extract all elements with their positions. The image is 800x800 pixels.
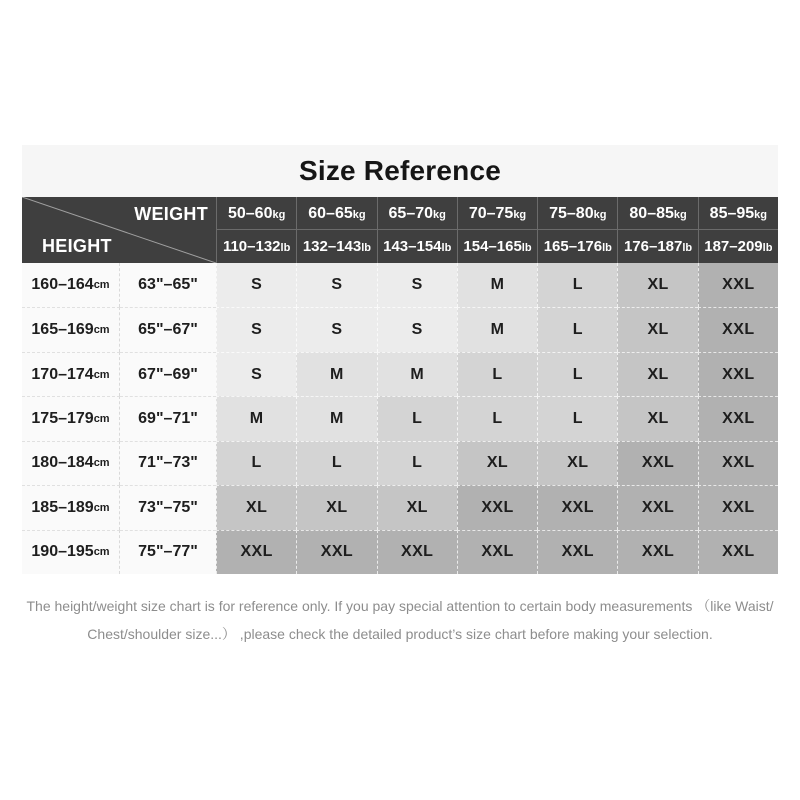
unit-text: kg [433,209,446,221]
height-inch-cell: 65"–67" [120,307,216,351]
size-cell: XXL [698,485,778,529]
height-cm-cell [22,307,120,351]
size-cell: XXL [537,485,617,529]
height-inch-cell: 67"–69" [120,352,216,396]
weight-lb-label [538,230,617,263]
range-text: 175–179 [31,409,94,427]
size-cell: XL [296,485,376,529]
weight-column-header [698,197,778,263]
size-chart [22,145,778,574]
range-text: 65–70 [388,205,434,222]
unit-text: kg [593,209,607,221]
size-cell: L [457,352,537,396]
size-cell: M [216,396,296,440]
size-cell: XXL [617,441,697,485]
range-text: 75–80 [549,205,594,222]
size-cell: XXL [457,485,537,529]
weight-lb-label [297,230,376,263]
range-text: 185–189 [31,498,94,516]
height-cm-cell [22,441,120,485]
size-cell: M [296,352,376,396]
size-cell: XL [617,307,697,351]
unit-text: cm [93,324,110,337]
weight-kg-label [458,197,537,230]
unit-text: lb [602,242,612,254]
weight-lb-label [699,230,778,263]
range-text: 160–164 [31,276,94,294]
range-text: 110–132 [222,238,281,255]
height-inch-cell: 71"–73" [120,441,216,485]
size-cell: M [296,396,376,440]
disclaimer-line-2: Chest/shoulder size...） ,please check the detailed product’s size chart before making your selection. [87,626,713,642]
table-row [22,263,778,307]
weight-kg-label [217,197,296,230]
size-cell: M [377,352,457,396]
table-body [22,263,778,574]
range-text: 190–195 [31,543,94,561]
size-cell: XXL [377,530,457,574]
weight-lb-label [217,230,296,263]
size-cell: XL [377,485,457,529]
unit-text: cm [93,546,110,559]
size-cell: XXL [698,263,778,307]
disclaimer-line-1: The height/weight size chart is for reference only. If you pay special attention to certain body measurements （like Waist/ [26,598,774,614]
height-inch-cell: 69"–71" [120,396,216,440]
corner-cell [22,197,216,263]
weight-lb-label [378,230,457,263]
unit-text: kg [352,209,366,221]
size-cell: S [216,263,296,307]
weight-column-header [296,197,376,263]
height-cm-cell [22,352,120,396]
size-cell: XL [216,485,296,529]
unit-text: kg [513,209,527,221]
weight-column-header [377,197,457,263]
range-text: 187–209 [704,238,763,255]
size-cell: XL [617,396,697,440]
size-cell: XXL [617,485,697,529]
height-cm-cell [22,485,120,529]
size-cell: S [377,307,457,351]
size-cell: XXL [296,530,376,574]
page-title: Size Reference [298,155,501,186]
range-text: 85–95 [709,205,755,222]
size-cell: L [537,396,617,440]
size-cell: XXL [698,307,778,351]
range-text: 165–176 [543,238,603,255]
weight-column-header [457,197,537,263]
table-row [22,485,778,529]
weight-lb-label [618,230,697,263]
size-cell: XXL [698,396,778,440]
height-inch-cell: 75"–77" [120,530,216,574]
range-text: 70–75 [468,205,514,222]
weight-kg-label [538,197,617,230]
weight-column-header [617,197,697,263]
size-cell: S [377,263,457,307]
range-text: 176–187 [623,238,683,255]
range-text: 50–60 [227,205,273,222]
table-row [22,352,778,396]
height-cm-cell [22,396,120,440]
weight-column-header [216,197,296,263]
table-row [22,441,778,485]
table-row [22,530,778,574]
size-cell: L [457,396,537,440]
range-text: 170–174 [31,365,94,383]
size-cell: XXL [617,530,697,574]
unit-text: lb [682,242,693,254]
weight-axis-label: WEIGHT [134,204,208,224]
unit-text: cm [93,412,110,425]
unit-text: lb [762,242,773,254]
size-cell: XXL [698,530,778,574]
unit-text: kg [272,209,286,221]
range-text: 143–154 [383,238,442,255]
unit-text: kg [754,209,768,221]
size-cell: L [296,441,376,485]
size-cell: XL [617,352,697,396]
weight-kg-label [618,197,697,230]
size-cell: XL [537,441,617,485]
unit-text: cm [93,368,110,381]
size-cell: XXL [457,530,537,574]
weight-lb-label [458,230,537,263]
unit-text: lb [361,242,372,254]
range-text: 154–165 [463,238,522,255]
size-cell: XXL [698,352,778,396]
size-cell: S [296,307,376,351]
size-cell: S [296,263,376,307]
weight-kg-label [699,197,778,230]
unit-text: cm [93,501,110,514]
size-cell: XL [617,263,697,307]
unit-text: lb [521,242,532,254]
size-cell: XXL [537,530,617,574]
height-axis-label: HEIGHT [42,236,112,256]
size-cell: L [537,352,617,396]
unit-text: cm [93,279,110,292]
table-header [22,197,778,263]
range-text: 180–184 [31,454,94,472]
size-cell: L [377,396,457,440]
table-row [22,396,778,440]
unit-text: lb [280,242,291,254]
weight-kg-label [297,197,376,230]
height-inch-cell: 73"–75" [120,485,216,529]
chart-title-band [22,145,778,197]
size-cell: M [457,307,537,351]
disclaimer-note [0,592,800,648]
size-cell: L [537,307,617,351]
height-cm-cell [22,263,120,307]
size-cell: S [216,307,296,351]
unit-text: cm [93,457,110,470]
size-cell: L [216,441,296,485]
size-cell: XXL [698,441,778,485]
unit-text: lb [441,242,452,254]
size-cell: XXL [216,530,296,574]
size-cell: L [537,263,617,307]
range-text: 60–65 [308,205,353,222]
size-cell: L [377,441,457,485]
range-text: 80–85 [629,205,674,222]
size-cell: S [216,352,296,396]
size-cell: XL [457,441,537,485]
unit-text: kg [673,209,687,221]
height-cm-cell [22,530,120,574]
weight-kg-label [378,197,457,230]
range-text: 132–143 [302,238,362,255]
table-row [22,307,778,351]
size-cell: M [457,263,537,307]
range-text: 165–169 [31,321,94,339]
weight-column-header [537,197,617,263]
height-inch-cell: 63"–65" [120,263,216,307]
